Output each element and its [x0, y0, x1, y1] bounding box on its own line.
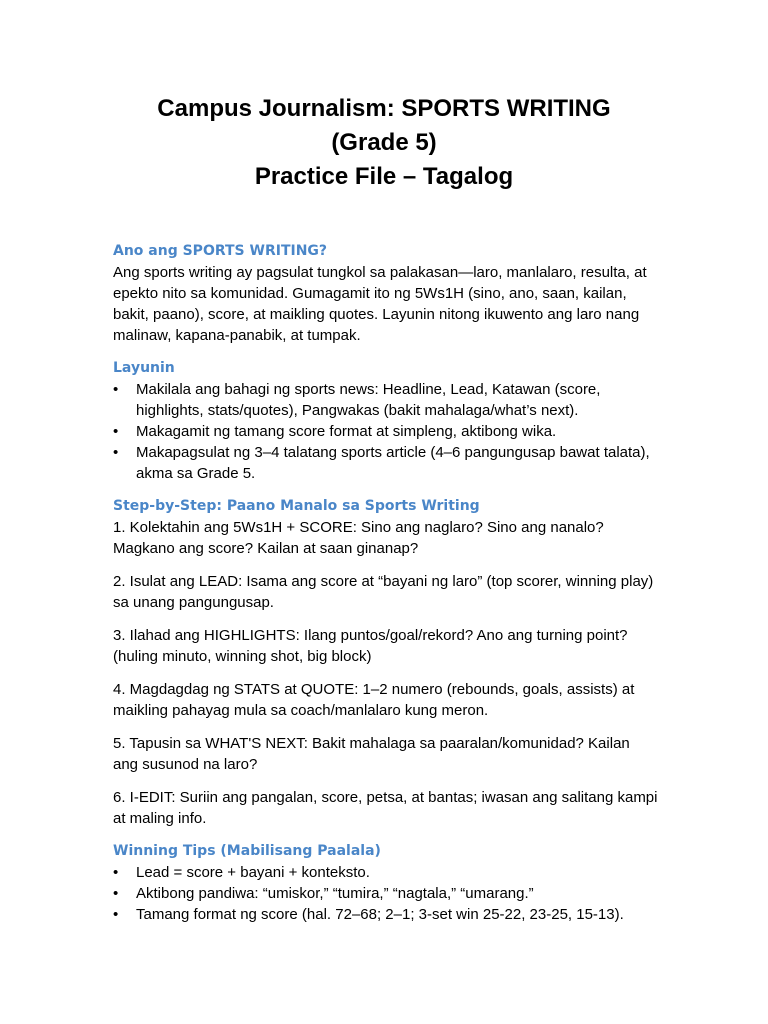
list-item: [113, 442, 658, 484]
step-item: 2. Isulat ang LEAD: Isama ang score at “bayani ng laro” (top scorer, winning play) sa unang pangungusap.: [113, 573, 654, 611]
section-heading-steps: Step-by-Step: Paano Manalo sa Sports Writing: [113, 498, 480, 514]
document-body: [113, 241, 658, 925]
list-item-text: Tamang format ng score (hal. 72–68; 2–1; 3-set win 25-22, 23-25, 15-13).: [136, 906, 624, 923]
list-item-text: Lead = score + bayani + konteksto.: [136, 864, 370, 881]
section-steps: [113, 496, 658, 829]
title-line-3: Practice File – Tagalog: [254, 163, 514, 190]
section-intro: [113, 241, 658, 346]
bullet-icon: •: [113, 885, 119, 902]
list-item-text: Makapagsulat ng 3–4 talatang sports article (4–6 pangungusap bawat talata), akma sa Grade 5.: [136, 444, 650, 482]
list-item: [113, 421, 658, 442]
step-item: 3. Ilahad ang HIGHLIGHTS: Ilang puntos/goal/rekord? Ano ang turning point? (huling minuto, winning shot, big block): [113, 627, 628, 665]
step-item: 6. I-EDIT: Suriin ang pangalan, score, petsa, at bantas; iwasan ang salitang kampi at maling info.: [113, 789, 658, 827]
step-item: 4. Magdagdag ng STATS at QUOTE: 1–2 numero (rebounds, goals, assists) at maikling pahayag mula sa coach/manlalaro kung meron.: [113, 681, 635, 719]
list-item-text: Makilala ang bahagi ng sports news: Headline, Lead, Katawan (score, highlights, stats/quotes), Pangwakas (bakit mahalaga/what’s next).: [136, 381, 601, 419]
title-line-2: (Grade 5): [331, 129, 437, 156]
bullet-icon: •: [113, 906, 119, 923]
tips-list: [113, 862, 658, 925]
layunin-list: [113, 379, 658, 484]
list-item: [113, 379, 658, 421]
list-item-text: Aktibong pandiwa: “umiskor,” “tumira,” “nagtala,” “umarang.”: [136, 885, 534, 902]
bullet-icon: •: [113, 381, 119, 398]
step-item: 5. Tapusin sa WHAT'S NEXT: Bakit mahalaga sa paaralan/komunidad? Kailan ang susunod na laro?: [113, 735, 630, 773]
intro-paragraph: Ang sports writing ay pagsulat tungkol sa palakasan—laro, manlalaro, resulta, at epekto nito sa komunidad. Gumagamit ito ng 5Ws1H (sino, ano, saan, kailan, bakit, paano), score, at maikling quotes. Layunin nitong ikuwento ang laro nang malinaw, kapana-panabik, at tumpak.: [113, 264, 647, 344]
list-item: [113, 904, 658, 925]
section-layunin: [113, 358, 658, 484]
step-item: 1. Kolektahin ang 5Ws1H + SCORE: Sino ang naglaro? Sino ang nanalo? Magkano ang score? Kailan at saan ginanap?: [113, 519, 604, 557]
section-heading-layunin: Layunin: [113, 360, 175, 376]
section-heading-intro: Ano ang SPORTS WRITING?: [113, 243, 328, 259]
section-tips: [113, 841, 658, 925]
document-title: [0, 92, 768, 194]
list-item: [113, 883, 658, 904]
bullet-icon: •: [113, 423, 119, 440]
section-heading-tips: Winning Tips (Mabilisang Paalala): [113, 843, 381, 859]
bullet-icon: •: [113, 864, 119, 881]
title-line-1: Campus Journalism: SPORTS WRITING: [157, 95, 611, 122]
bullet-icon: •: [113, 444, 119, 461]
list-item: [113, 862, 658, 883]
list-item-text: Makagamit ng tamang score format at simpleng, aktibong wika.: [136, 423, 557, 440]
